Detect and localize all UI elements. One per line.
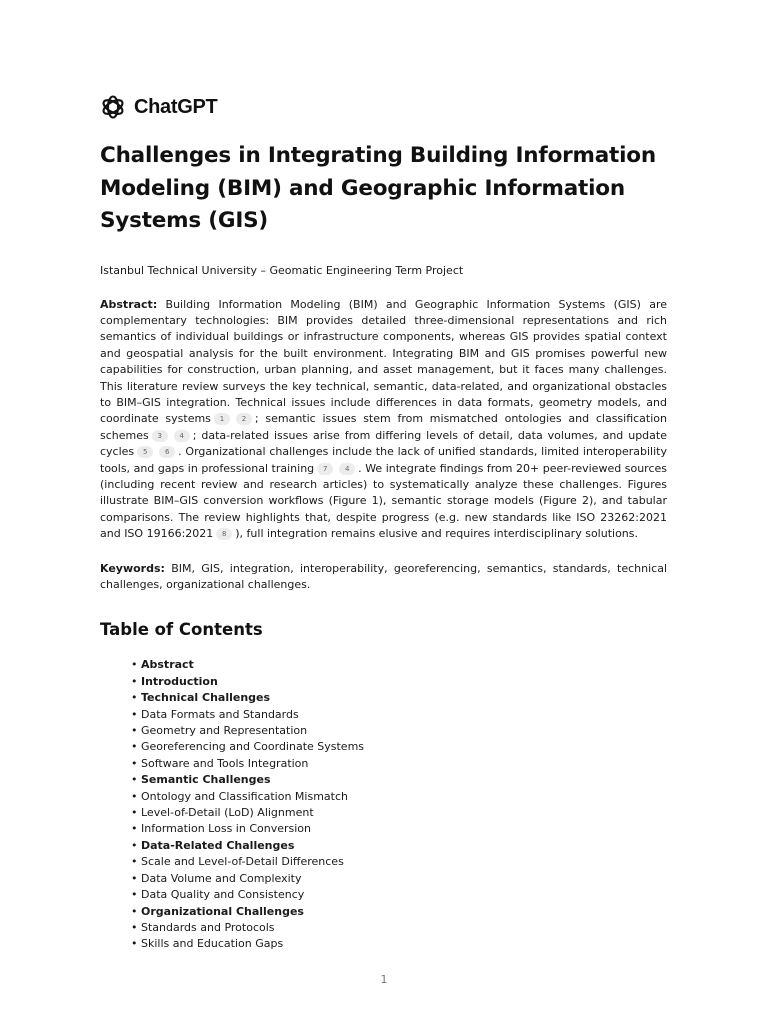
abstract-text: ), full integration remains elusive and requires interdisciplinary solutions.	[235, 527, 639, 541]
toc-item[interactable]: • Georeferencing and Coordinate Systems	[131, 739, 667, 755]
abstract-label: Abstract:	[100, 297, 158, 311]
toc-item[interactable]: • Geometry and Representation	[131, 723, 667, 739]
toc-item[interactable]: • Data Quality and Consistency	[131, 887, 667, 903]
brand-name: ChatGPT	[134, 95, 218, 118]
toc-item[interactable]: • Data Formats and Standards	[131, 707, 667, 723]
toc-item[interactable]: • Data-Related Challenges	[131, 838, 667, 854]
citation-badge[interactable]: 8	[216, 528, 232, 540]
document-title: Challenges in Integrating Building Information Modeling (BIM) and Geographic Information Systems (GIS)	[100, 143, 656, 233]
toc-item[interactable]: • Introduction	[131, 674, 667, 690]
document-page	[100, 92, 667, 953]
abstract-paragraph	[100, 297, 667, 543]
keywords-paragraph	[100, 561, 667, 594]
citation-badge[interactable]: 4	[339, 463, 355, 475]
toc-item[interactable]: • Scale and Level-of-Detail Differences	[131, 854, 667, 870]
toc-item[interactable]: • Organizational Challenges	[131, 904, 667, 920]
toc-item[interactable]: • Skills and Education Gaps	[131, 936, 667, 952]
toc-item[interactable]: • Level-of-Detail (LoD) Alignment	[131, 805, 667, 821]
document-subtitle: Istanbul Technical University – Geomatic Engineering Term Project	[100, 263, 464, 277]
citation-badge[interactable]: 2	[236, 413, 252, 425]
toc-item[interactable]: • Data Volume and Complexity	[131, 871, 667, 887]
abstract-text: Building Information Modeling (BIM) and Geographic Information Systems (GIS) are complementary technologies: BIM provides detailed three-dimensional representations and rich semantics of individual buildings or infrastructure components, whereas GIS provides spatial context and geospatial analysis for the built environment. Integrating BIM and GIS promises powerful new capabilities for construction, urban planning, and asset management, but it faces many challenges. This literature review surveys the key technical, semantic, data-related, and organizational obstacles to BIM–GIS integration. Technical issues include differences in data formats, geometry models, and coordinate systems	[100, 297, 667, 426]
keywords-label: Keywords:	[100, 561, 165, 575]
abstract-text: ; data-related issues arise from differing levels of detail, data volumes, and update cycles	[100, 428, 667, 459]
page-number: 1	[380, 973, 388, 986]
abstract-text: . We integrate findings from 20+ peer-reviewed sources (including recent review and research articles) to systematically analyze these challenges. Figures illustrate BIM–GIS conversion workflows (Figure 1), semantic storage models (Figure 2), and tabular comparisons. The review highlights that, despite progress (e.g. new standards like ISO 23262:2021 and ISO 19166:2021	[100, 461, 667, 541]
citation-badge[interactable]: 6	[159, 446, 175, 458]
toc-item[interactable]: • Technical Challenges	[131, 690, 667, 706]
toc-heading: Table of Contents	[100, 620, 263, 640]
toc-item[interactable]: • Software and Tools Integration	[131, 756, 667, 772]
toc-item[interactable]: • Standards and Protocols	[131, 920, 667, 936]
toc-item[interactable]: • Ontology and Classification Mismatch	[131, 789, 667, 805]
brand-header	[100, 92, 667, 122]
abstract-text: . Organizational challenges include the lack of unified standards, limited interoperability tools, and gaps in professional training	[100, 445, 667, 475]
keywords-text: BIM, GIS, integration, interoperability, georeferencing, semantics, standards, technical challenges, organizational challenges.	[100, 561, 667, 591]
toc-item[interactable]: • Semantic Challenges	[131, 772, 667, 788]
table-of-contents	[131, 657, 667, 952]
citation-badge[interactable]: 4	[174, 430, 190, 442]
citation-badge[interactable]: 7	[317, 463, 333, 475]
citation-badge[interactable]: 3	[152, 430, 168, 442]
toc-item[interactable]: • Abstract	[131, 657, 667, 673]
citation-badge[interactable]: 1	[214, 413, 230, 425]
abstract-text: ; semantic issues stem from mismatched ontologies and classification schemes	[100, 412, 667, 442]
toc-item[interactable]: • Information Loss in Conversion	[131, 821, 667, 837]
citation-badge[interactable]: 5	[137, 446, 153, 458]
openai-logo-icon	[100, 94, 126, 120]
